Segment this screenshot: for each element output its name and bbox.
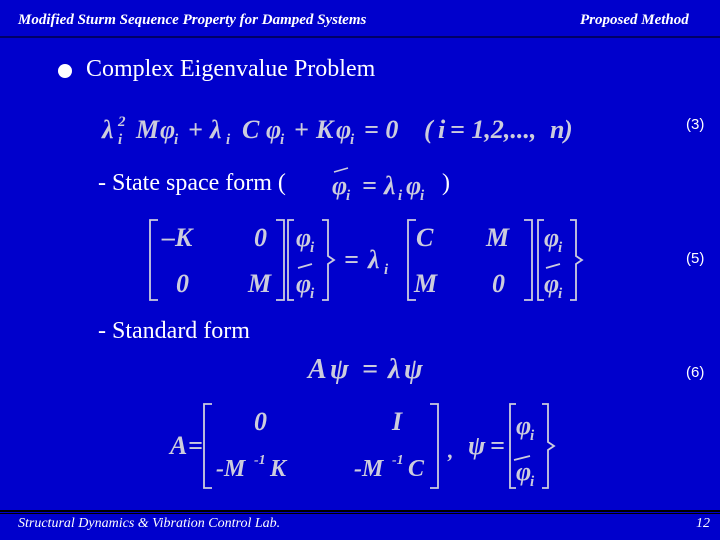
svg-text:C: C <box>408 456 425 482</box>
svg-text:λ: λ <box>384 171 396 200</box>
svg-text:,: , <box>448 438 454 463</box>
svg-text:i: i <box>530 428 535 444</box>
footer-lab-name: Structural Dynamics & Vibration Control Lab. <box>18 516 281 531</box>
svg-text:M: M <box>486 223 510 252</box>
svg-text:-M: -M <box>354 456 384 482</box>
svg-text:φ: φ <box>406 171 422 200</box>
equation-number-6: (6) <box>686 364 705 381</box>
svg-text:K: K <box>316 115 334 144</box>
svg-text:K: K <box>270 456 287 482</box>
section-heading: Complex Eigenvalue Problem <box>86 56 376 82</box>
svg-text:i: i <box>310 240 315 256</box>
svg-text:A: A <box>308 354 327 385</box>
standard-form-label: - Standard form <box>98 318 250 344</box>
svg-text:+: + <box>294 115 309 144</box>
slide-header-section: Proposed Method <box>580 12 689 28</box>
svg-text:φ: φ <box>516 457 532 486</box>
svg-text:-M: -M <box>216 456 246 482</box>
svg-text:i: i <box>438 115 446 144</box>
page-number: 12 <box>696 516 710 531</box>
footer-divider-thin <box>0 513 720 514</box>
svg-text:i: i <box>558 286 563 302</box>
svg-text:=: = <box>490 431 505 460</box>
svg-text:i: i <box>530 474 535 490</box>
svg-text:n: n <box>550 115 565 144</box>
svg-text:A: A <box>170 431 188 460</box>
svg-text:i: i <box>384 262 389 278</box>
svg-text:(: ( <box>424 115 433 144</box>
svg-text:–K: –K <box>162 223 193 252</box>
svg-text:M: M <box>248 269 272 298</box>
equation-3 <box>100 104 580 159</box>
svg-text:C: C <box>416 223 434 252</box>
equation-6 <box>306 348 436 395</box>
svg-text:=: = <box>362 354 378 385</box>
svg-text:ψ: ψ <box>468 431 486 460</box>
svg-text:+: + <box>188 115 203 144</box>
svg-text:M: M <box>136 115 160 144</box>
equation-5 <box>146 216 582 311</box>
svg-text:-1: -1 <box>392 453 404 468</box>
svg-text:φ: φ <box>336 115 352 144</box>
svg-text:φ: φ <box>296 269 312 298</box>
svg-text:λ: λ <box>102 115 114 144</box>
svg-text:φ: φ <box>296 223 312 252</box>
svg-text:I: I <box>392 407 403 436</box>
svg-text:= 1,2,...,: = 1,2,..., <box>450 115 537 144</box>
svg-text:φ: φ <box>160 115 176 144</box>
svg-text:ψ: ψ <box>404 354 423 385</box>
svg-text:i: i <box>558 240 563 256</box>
equation-number-5: (5) <box>686 250 705 267</box>
svg-text:i: i <box>280 132 285 148</box>
state-space-label-close: ) <box>442 170 450 196</box>
bullet-icon <box>58 64 72 78</box>
state-space-label: - State space form ( <box>98 170 286 196</box>
svg-text:i: i <box>420 188 425 204</box>
header-divider <box>0 36 720 38</box>
svg-text:λ: λ <box>210 115 222 144</box>
svg-text:2: 2 <box>118 114 126 130</box>
svg-text:φ: φ <box>544 223 560 252</box>
equation-number-3: (3) <box>686 116 705 133</box>
svg-text:i: i <box>118 132 123 148</box>
svg-text:i: i <box>310 286 315 302</box>
matrix-definitions <box>168 400 580 501</box>
svg-text:ψ: ψ <box>330 354 349 385</box>
svg-text:M: M <box>414 269 438 298</box>
svg-text:λ: λ <box>388 354 401 385</box>
svg-text:φ: φ <box>544 269 560 298</box>
svg-text:i: i <box>174 132 179 148</box>
svg-text:i: i <box>346 188 351 204</box>
svg-text:=: = <box>362 171 377 200</box>
svg-text:φ: φ <box>332 171 348 200</box>
svg-text:φ: φ <box>266 115 282 144</box>
svg-text:0: 0 <box>176 269 189 298</box>
footer-divider <box>0 510 720 512</box>
slide-header-title: Modified Sturm Sequence Property for Damped Systems <box>18 12 367 28</box>
svg-text:0: 0 <box>254 223 267 252</box>
svg-text:): ) <box>564 115 573 144</box>
svg-text:=: = <box>188 431 203 460</box>
svg-text:i: i <box>226 132 231 148</box>
svg-text:-1: -1 <box>254 453 266 468</box>
svg-text:0: 0 <box>254 407 267 436</box>
svg-text:C: C <box>242 115 260 144</box>
svg-text:= 0: = 0 <box>364 115 399 144</box>
state-space-relation <box>330 162 440 209</box>
svg-text:0: 0 <box>492 269 505 298</box>
svg-text:i: i <box>398 188 403 204</box>
svg-text:λ: λ <box>368 245 380 274</box>
svg-text:φ: φ <box>516 411 532 440</box>
svg-text:=: = <box>344 245 359 274</box>
svg-text:i: i <box>350 132 355 148</box>
